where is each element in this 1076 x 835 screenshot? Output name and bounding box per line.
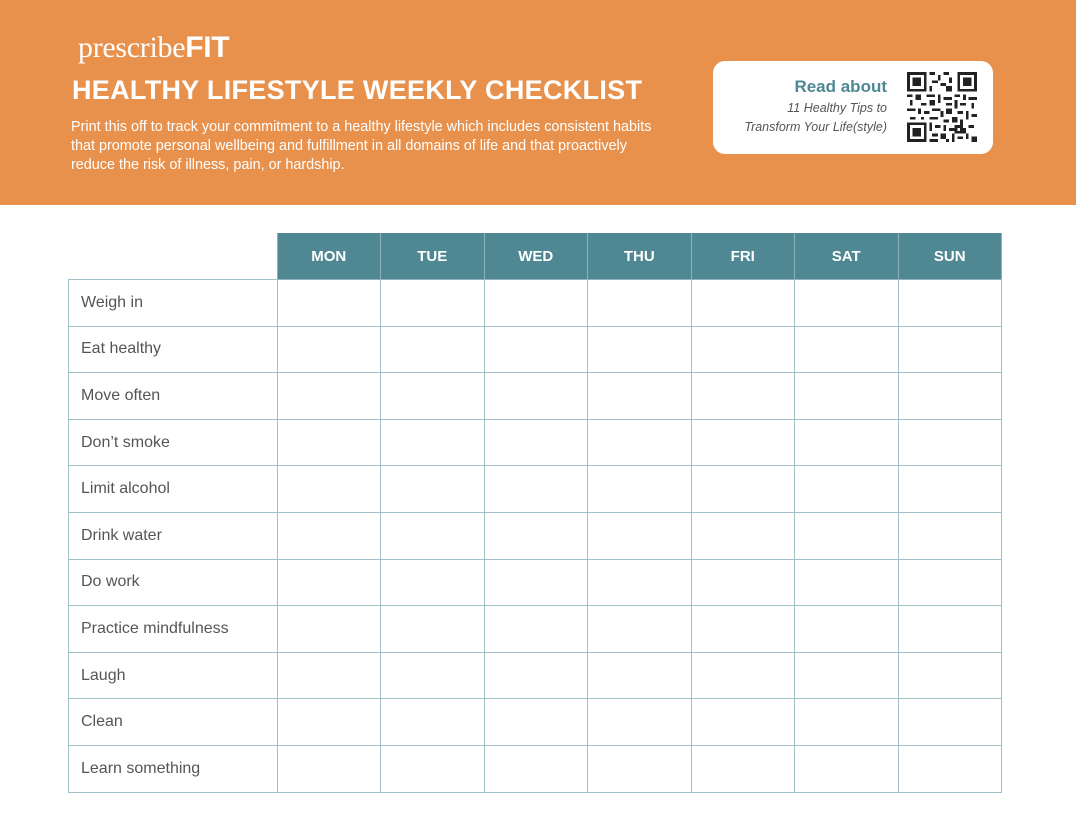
- checkbox-cell-sat[interactable]: [795, 559, 899, 606]
- checkbox-cell-sat[interactable]: [795, 699, 899, 746]
- checkbox-cell-sat[interactable]: [795, 466, 899, 513]
- checkbox-cell-tue[interactable]: [381, 466, 485, 513]
- checkbox-cell-wed[interactable]: [484, 373, 588, 420]
- table-row: [69, 326, 1002, 373]
- checkbox-cell-mon[interactable]: [277, 466, 381, 513]
- checkbox-cell-wed[interactable]: [484, 606, 588, 653]
- checkbox-cell-sat[interactable]: [795, 280, 899, 327]
- checkbox-cell-fri[interactable]: [691, 652, 795, 699]
- checkbox-cell-tue[interactable]: [381, 280, 485, 327]
- checkbox-cell-sun[interactable]: [898, 652, 1002, 699]
- checkbox-cell-mon[interactable]: [277, 326, 381, 373]
- checkbox-cell-sun[interactable]: [898, 326, 1002, 373]
- checkbox-cell-sun[interactable]: [898, 280, 1002, 327]
- checkbox-cell-sun[interactable]: [898, 699, 1002, 746]
- habit-label: Learn something: [69, 745, 278, 792]
- checkbox-cell-wed[interactable]: [484, 419, 588, 466]
- habit-label: Laugh: [69, 652, 278, 699]
- checkbox-cell-wed[interactable]: [484, 745, 588, 792]
- checkbox-cell-thu[interactable]: [588, 419, 692, 466]
- checkbox-cell-sat[interactable]: [795, 373, 899, 420]
- checkbox-cell-mon[interactable]: [277, 606, 381, 653]
- table-row: [69, 373, 1002, 420]
- checkbox-cell-mon[interactable]: [277, 699, 381, 746]
- habit-label: Eat healthy: [69, 326, 278, 373]
- brand-logo: prescribeFIT: [78, 31, 230, 64]
- checkbox-cell-wed[interactable]: [484, 559, 588, 606]
- checkbox-cell-tue[interactable]: [381, 512, 485, 559]
- checkbox-cell-thu[interactable]: [588, 326, 692, 373]
- checkbox-cell-mon[interactable]: [277, 652, 381, 699]
- col-header-thu: THU: [588, 233, 692, 280]
- col-header-mon: MON: [277, 233, 381, 280]
- checkbox-cell-tue[interactable]: [381, 326, 485, 373]
- checkbox-cell-sun[interactable]: [898, 559, 1002, 606]
- table-row: [69, 466, 1002, 513]
- checkbox-cell-fri[interactable]: [691, 512, 795, 559]
- checkbox-cell-mon[interactable]: [277, 419, 381, 466]
- checkbox-cell-wed[interactable]: [484, 326, 588, 373]
- habit-label: Move often: [69, 373, 278, 420]
- intro-text: Print this off to track your commitment to a healthy lifestyle which includes consistent habits that promote personal wellbeing and fulfillment in all domains of life and that proactively reduce the risk of illness, pain, or hardship.: [71, 119, 652, 173]
- checkbox-cell-fri[interactable]: [691, 419, 795, 466]
- read-about-card[interactable]: [713, 61, 993, 154]
- checkbox-cell-sun[interactable]: [898, 745, 1002, 792]
- habit-label: Don’t smoke: [69, 419, 278, 466]
- habit-label: Limit alcohol: [69, 466, 278, 513]
- checkbox-cell-tue[interactable]: [381, 745, 485, 792]
- checkbox-cell-sun[interactable]: [898, 419, 1002, 466]
- read-about-title: Read about: [794, 77, 887, 96]
- checkbox-cell-wed[interactable]: [484, 280, 588, 327]
- read-about-subtitle: [744, 99, 887, 137]
- checkbox-cell-mon[interactable]: [277, 373, 381, 420]
- col-header-fri: FRI: [691, 233, 795, 280]
- table-row: [69, 280, 1002, 327]
- checkbox-cell-sun[interactable]: [898, 466, 1002, 513]
- checkbox-cell-fri[interactable]: [691, 606, 795, 653]
- checkbox-cell-tue[interactable]: [381, 559, 485, 606]
- col-header-sun: SUN: [898, 233, 1002, 280]
- checkbox-cell-thu[interactable]: [588, 606, 692, 653]
- checkbox-cell-thu[interactable]: [588, 466, 692, 513]
- weekly-checklist-table: [68, 233, 1002, 793]
- checkbox-cell-tue[interactable]: [381, 606, 485, 653]
- col-header-sat: SAT: [795, 233, 899, 280]
- checkbox-cell-fri[interactable]: [691, 699, 795, 746]
- checkbox-cell-tue[interactable]: [381, 373, 485, 420]
- checkbox-cell-sat[interactable]: [795, 652, 899, 699]
- table-row: [69, 419, 1002, 466]
- habit-label: Weigh in: [69, 280, 278, 327]
- checkbox-cell-sun[interactable]: [898, 606, 1002, 653]
- table-row: [69, 745, 1002, 792]
- checkbox-cell-sat[interactable]: [795, 326, 899, 373]
- header-banner: [0, 0, 1076, 205]
- checkbox-cell-mon[interactable]: [277, 559, 381, 606]
- checkbox-cell-wed[interactable]: [484, 652, 588, 699]
- checkbox-cell-fri[interactable]: [691, 559, 795, 606]
- checkbox-cell-fri[interactable]: [691, 326, 795, 373]
- checkbox-cell-mon[interactable]: [277, 512, 381, 559]
- table-corner: [69, 233, 278, 280]
- checkbox-cell-wed[interactable]: [484, 699, 588, 746]
- checkbox-cell-tue[interactable]: [381, 699, 485, 746]
- checkbox-cell-fri[interactable]: [691, 280, 795, 327]
- table-row: [69, 559, 1002, 606]
- checkbox-cell-thu[interactable]: [588, 373, 692, 420]
- checkbox-cell-sun[interactable]: [898, 373, 1002, 420]
- checkbox-cell-wed[interactable]: [484, 466, 588, 513]
- checkbox-cell-fri[interactable]: [691, 373, 795, 420]
- checkbox-cell-thu[interactable]: [588, 699, 692, 746]
- checkbox-cell-thu[interactable]: [588, 512, 692, 559]
- checkbox-cell-thu[interactable]: [588, 745, 692, 792]
- checkbox-cell-fri[interactable]: [691, 745, 795, 792]
- checkbox-cell-thu[interactable]: [588, 652, 692, 699]
- checkbox-cell-sun[interactable]: [898, 512, 1002, 559]
- checkbox-cell-mon[interactable]: [277, 745, 381, 792]
- checkbox-cell-sat[interactable]: [795, 606, 899, 653]
- table-row: [69, 606, 1002, 653]
- read-about-line-1: 11 Healthy Tips to: [787, 101, 887, 115]
- checkbox-cell-fri[interactable]: [691, 466, 795, 513]
- page-title: HEALTHY LIFESTYLE WEEKLY CHECKLIST: [72, 75, 643, 105]
- read-about-line-2: Transform Your Life(style): [744, 120, 887, 134]
- table-row: [69, 512, 1002, 559]
- checkbox-cell-tue[interactable]: [381, 419, 485, 466]
- habit-label: Practice mindfulness: [69, 606, 278, 653]
- checkbox-cell-thu[interactable]: [588, 559, 692, 606]
- checkbox-cell-mon[interactable]: [277, 280, 381, 327]
- checkbox-cell-sat[interactable]: [795, 745, 899, 792]
- checkbox-cell-sat[interactable]: [795, 512, 899, 559]
- col-header-wed: WED: [484, 233, 588, 280]
- checkbox-cell-tue[interactable]: [381, 652, 485, 699]
- qr-code-icon[interactable]: [907, 72, 977, 142]
- col-header-tue: TUE: [381, 233, 485, 280]
- habit-label: Do work: [69, 559, 278, 606]
- habit-label: Drink water: [69, 512, 278, 559]
- checkbox-cell-sat[interactable]: [795, 419, 899, 466]
- habit-label: Clean: [69, 699, 278, 746]
- checkbox-cell-wed[interactable]: [484, 512, 588, 559]
- checkbox-cell-thu[interactable]: [588, 280, 692, 327]
- table-row: [69, 652, 1002, 699]
- table-row: [69, 699, 1002, 746]
